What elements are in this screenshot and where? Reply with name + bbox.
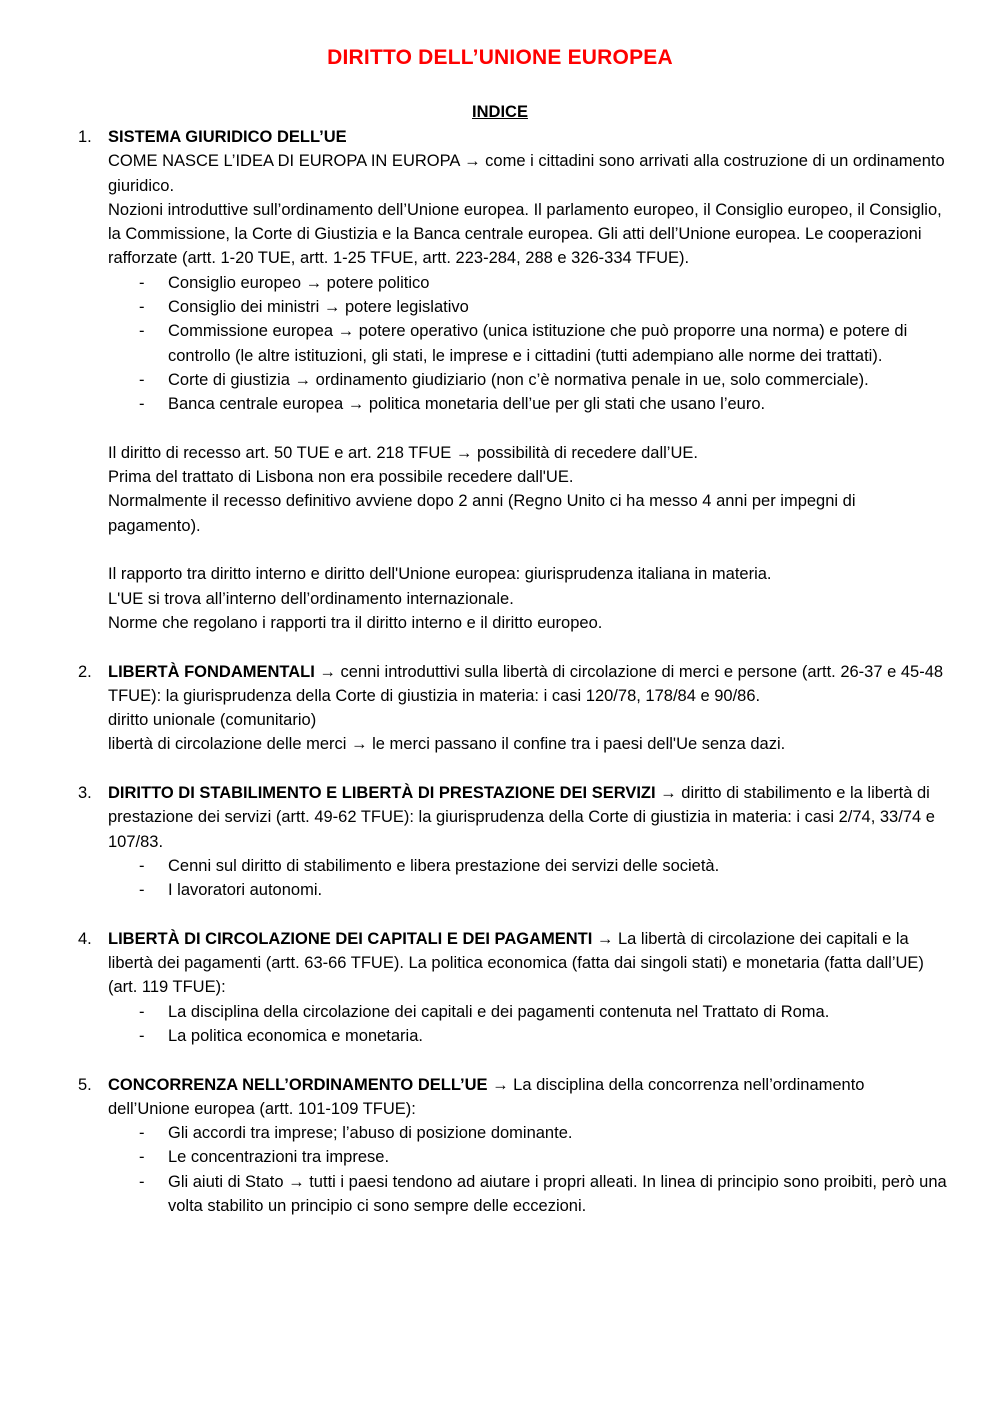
paragraph-line: libertà di circolazione delle merci → le merci passano il confine tra i paesi dell'Ue senza dazi. xyxy=(108,735,786,754)
list-item: - Corte di giustizia → ordinamento giudiziario (non c’è normativa penale in ue, solo commerciale). xyxy=(139,370,869,389)
paragraph: Nozioni introduttive sull’ordinamento dell’Unione europea. Il parlamento europeo, il Consiglio europeo, il Consiglio, la Commissione, la Corte di Giustizia e la Banca centrale europea. Gli atti dell’Unione europea. Le cooperazioni rafforzate (artt. 1-20 TUE, artt. 1-25 TFUE, artt. 223-284, 288 e 326-334 TFUE). xyxy=(108,200,942,268)
paragraph-line: Norme che regolano i rapporti tra il diritto interno e il diritto europeo. xyxy=(108,613,603,632)
item-number: 5. xyxy=(78,1075,92,1094)
item-number: 1. xyxy=(78,128,92,146)
bullet-list xyxy=(108,1121,950,1218)
item-description: → cenni introduttivi sulla libertà di circolazione di merci e persone (artt. 26-37 e 45-48 TFUE): la giurisprudenza della Corte di giustizia in materia: i casi 120/78, 178/84 e 90/86. xyxy=(108,662,944,705)
item-heading: CONCORRENZA NELL’ORDINAMENTO DELL’UE xyxy=(108,1075,488,1094)
list-item: - Consiglio dei ministri → potere legislativo xyxy=(139,298,469,317)
list-item: - La politica economica e monetaria. xyxy=(139,1026,423,1045)
paragraph: COME NASCE L’IDEA DI EUROPA IN EUROPA → come i cittadini sono arrivati alla costruzione di un ordinamento giuridico. xyxy=(108,152,945,195)
paragraph-line: L'UE si trova all’interno dell’ordinamento internazionale. xyxy=(108,589,514,608)
paragraph-line: diritto unionale (comunitario) xyxy=(108,711,317,730)
item-number: 3. xyxy=(78,784,92,803)
item-description: → La libertà di circolazione dei capitali e la libertà dei pagamenti (artt. 63-66 TFUE). La politica economica (fatta dai singoli stati) e monetaria (fatta dall’UE) (art. 119 TFUE): xyxy=(108,929,924,997)
list-item: - La disciplina della circolazione dei capitali e dei pagamenti contenuta nel Trattato di Roma. xyxy=(139,1002,830,1021)
paragraph-line: Il diritto di recesso art. 50 TUE e art. 218 TFUE → possibilità di recedere dall’UE. xyxy=(108,443,698,462)
paragraph-line: Prima del trattato di Lisbona non era possibile recedere dall'UE. xyxy=(108,468,574,487)
list-item: - Cenni sul diritto di stabilimento e libera prestazione dei servizi delle società. xyxy=(139,856,720,875)
item-heading: LIBERTÀ DI CIRCOLAZIONE DEI CAPITALI E DEI PAGAMENTI xyxy=(108,929,593,948)
list-item: - Gli aiuti di Stato → tutti i paesi tendono ad aiutare i propri alleati. In linea di principio sono proibiti, però una volta stabilito un principio ci sono sempre delle eccezioni. xyxy=(139,1172,947,1216)
list-item: - Banca centrale europea → politica monetaria dell’ue per gli stati che usano l’euro. xyxy=(139,395,766,414)
item-number: 2. xyxy=(78,662,92,681)
index-list xyxy=(0,125,1000,1218)
item-description: → diritto di stabilimento e la libertà di prestazione dei servizi (artt. 49-62 TFUE): la giurisprudenza della Corte di giustizia in materia: i casi 2/74, 33/74 e 107/83. xyxy=(108,784,935,851)
item-heading: DIRITTO DI STABILIMENTO E LIBERTÀ DI PRESTAZIONE DEI SERVIZI xyxy=(108,784,656,803)
list-item: - Le concentrazioni tra imprese. xyxy=(139,1148,390,1167)
bullet-list xyxy=(108,854,950,903)
list-item: - Consiglio europeo → potere politico xyxy=(139,273,430,292)
index-item-3 xyxy=(0,781,1000,902)
document-title: DIRITTO DELL’UNIONE EUROPEA xyxy=(327,46,673,69)
paragraph-line: Il rapporto tra diritto interno e diritto dell'Unione europea: giurisprudenza italiana in materia. xyxy=(108,565,772,584)
index-item-5 xyxy=(0,1073,1000,1219)
item-number: 4. xyxy=(78,929,92,948)
bullet-list xyxy=(108,271,950,417)
list-item: - Commissione europea → potere operativo (unica istituzione che può proporre una norma) e potere di controllo (le altre istituzioni, gli stati, le imprese e i cittadini (tutti adempiano alle norme dei trattati). xyxy=(139,322,908,365)
bullet-list xyxy=(108,1000,950,1049)
list-item: - I lavoratori autonomi. xyxy=(139,881,323,900)
paragraph-line: Normalmente il recesso definitivo avviene dopo 2 anni (Regno Unito ci ha messo 4 anni per impegni di pagamento). xyxy=(108,492,856,535)
index-heading: INDICE xyxy=(472,103,528,121)
item-heading: SISTEMA GIURIDICO DELL’UE xyxy=(108,128,347,146)
list-item: - Gli accordi tra imprese; l’abuso di posizione dominante. xyxy=(139,1124,573,1143)
item-description: → La disciplina della concorrenza nell’ordinamento dell’Unione europea (artt. 101-109 TFUE): xyxy=(108,1075,865,1118)
index-item-1 xyxy=(0,125,1000,635)
index-item-2 xyxy=(0,660,1000,757)
item-heading: LIBERTÀ FONDAMENTALI xyxy=(108,662,315,681)
index-item-4 xyxy=(0,927,1000,1048)
